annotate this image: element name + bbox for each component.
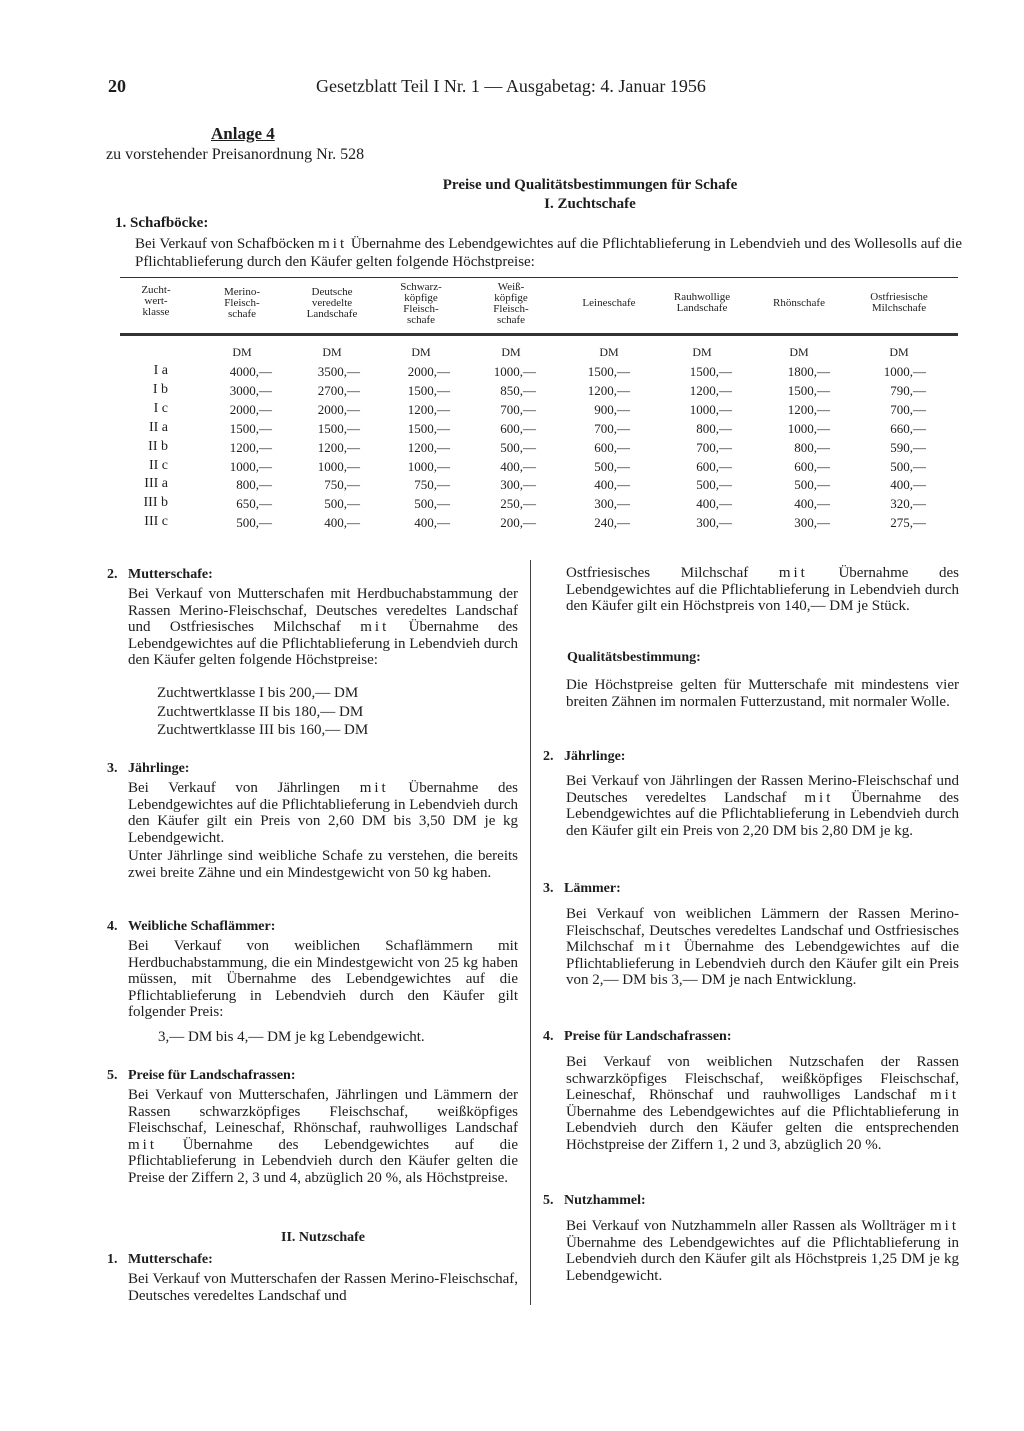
table-column-header: Rhönschafe	[773, 297, 825, 309]
intro-text-b: Übernahme des Lebendgewichtes auf die Pflichtablieferung in Lebendvieh und des Wollesolls auf die Pflichtablieferung durch den Käufer gelten folgende Höchstpreise:	[135, 236, 962, 270]
table-cell-price: 500,—	[594, 458, 630, 474]
text-spaced: mit	[360, 619, 390, 636]
table-cell-price: 900,—	[594, 401, 630, 417]
schaflaemmer-price: 3,— DM bis 4,— DM je kg Lebendgewicht.	[158, 1029, 425, 1045]
table-cell-price: 600,—	[794, 458, 830, 474]
text-a: Bei Verkauf von Jährlingen	[128, 780, 360, 796]
table-cell-price: 1000,—	[493, 364, 536, 379]
table-cell-price: 2700,—	[317, 382, 360, 398]
zuchtwertklasse-line: Zuchtwertklasse I bis 200,— DM	[157, 685, 359, 701]
section-heading-landschafrassen	[107, 1068, 295, 1084]
text-spaced: mit	[644, 939, 674, 956]
table-column-header: Weiß- köpfige Fleisch- schafe	[493, 281, 529, 326]
section-heading-jaehrlinge	[107, 761, 189, 777]
page-header	[108, 76, 768, 97]
laemmer-text	[566, 906, 959, 989]
intro-text-a: Bei Verkauf von Schafböcken	[135, 236, 319, 252]
table-row	[120, 439, 958, 457]
text-spaced: mit	[128, 1136, 158, 1153]
section-title-zuchtschafe: I. Zuchtschafe	[544, 196, 636, 212]
table-cell-price: 1500,—	[787, 382, 830, 398]
table-cell-price: 240,—	[594, 515, 630, 531]
text-spaced: mit	[359, 780, 389, 796]
section-heading-text: Mutterschafe:	[128, 567, 213, 582]
section-heading-nutzhammel	[543, 1193, 646, 1209]
table-cell-price: 275,—	[890, 515, 926, 531]
table-cell-price: 1500,—	[689, 364, 732, 379]
section-heading-mutterschafe	[107, 567, 213, 583]
table-top-rule	[120, 277, 958, 278]
table-cell-price: 800,—	[794, 439, 830, 455]
table-column-header: Merino- Fleisch- schafe	[223, 286, 261, 320]
table-cell-price: 400,—	[890, 477, 926, 493]
table-cell-price: 1500,—	[317, 420, 360, 436]
nutzhammel-text	[566, 1218, 959, 1284]
table-row	[120, 363, 958, 381]
table-cell-price: 400,—	[414, 515, 450, 531]
section-number: 4.	[543, 1029, 554, 1044]
table-cell-price: 4000,—	[229, 364, 272, 379]
table-cell-price: 500,—	[890, 458, 926, 474]
jaehrlinge-definition: Unter Jährlinge sind weibliche Schafe zu verstehen, die bereits zwei breite Zähne und ein Mindestgewicht von 50 kg haben.	[128, 848, 518, 881]
section-number: 1.	[115, 215, 127, 231]
text-b: Übernahme des Lebendgewichtes auf die Pflichtablieferung in Lebendvieh durch den Käufer gilt ein Höchstpreis von 140,— DM je Stück.	[566, 565, 959, 615]
nutz-jaehrlinge-text	[566, 773, 959, 839]
section-title-nutzschafe: II. Nutzschafe	[281, 1230, 365, 1245]
table-cell-class: I b	[152, 381, 168, 397]
section-heading-schaflaemmer	[107, 919, 275, 935]
table-cell-price: 1000,—	[317, 458, 360, 474]
table-cell-price: 300,—	[500, 477, 536, 493]
table-cell-price: 320,—	[890, 496, 926, 512]
section-heading-text: Preise für Landschafrassen:	[128, 1068, 296, 1083]
column-divider	[530, 560, 531, 1305]
table-cell-price: 1500,—	[229, 420, 272, 436]
price-table	[120, 282, 958, 552]
table-cell-price: 1500,—	[407, 420, 450, 436]
table-cell-price: 1200,—	[229, 439, 272, 455]
table-row	[120, 476, 958, 494]
section-number: 2.	[107, 567, 118, 582]
table-cell-price: 590,—	[890, 439, 926, 455]
table-cell-price: 300,—	[696, 515, 732, 531]
section-heading-text: Mutterschafe:	[128, 1252, 213, 1267]
table-cell-price: 800,—	[696, 420, 732, 436]
text-b: Übernahme des Lebendgewichtes auf die Pflichtablieferung in Lebendvieh durch den Käufer gilt ein Preis von 2,— DM bis 3,— DM je nach Entwicklung.	[566, 939, 959, 989]
table-row	[120, 420, 958, 438]
table-cell-price: 400,—	[500, 458, 536, 474]
text-a: Bei Verkauf von Nutzhammeln aller Rassen als Wollträger	[566, 1218, 930, 1234]
table-unit-label: DM	[599, 345, 619, 359]
table-cell-price: 400,—	[696, 496, 732, 512]
table-cell-class: I c	[153, 400, 168, 416]
table-row	[120, 458, 958, 476]
table-cell-price: 850,—	[500, 382, 536, 398]
table-cell-price: 200,—	[500, 515, 536, 531]
table-unit-label: DM	[501, 345, 521, 359]
section-heading-text: Jährlinge:	[564, 749, 626, 764]
table-cell-price: 2000,—	[407, 364, 450, 379]
table-cell-price: 500,—	[414, 496, 450, 512]
page-number: 20	[108, 76, 126, 96]
table-cell-price: 1000,—	[689, 401, 732, 417]
jaehrlinge-text	[128, 780, 518, 846]
section-number: 3.	[543, 881, 554, 896]
table-cell-price: 500,—	[794, 477, 830, 493]
table-unit-label: DM	[322, 345, 342, 359]
table-cell-price: 1000,—	[407, 458, 450, 474]
text-a: Bei Verkauf von weiblichen Lämmern der Rassen Merino-Fleischschaf, Deutsches veredeltes Landschaf und Ostfriesisches Milchschaf	[566, 906, 959, 956]
text-b: Übernahme des Lebendgewichtes auf die Pflichtablieferung in Lebendvieh durch den Käufer gelten die Preise der Ziffern 2, 3 und 4, abzüglich 20 %, als Höchstpreise.	[128, 1136, 518, 1186]
table-cell-price: 1200,—	[317, 439, 360, 455]
table-cell-price: 300,—	[794, 515, 830, 531]
table-cell-price: 500,—	[500, 439, 536, 455]
section-number: 5.	[107, 1068, 118, 1083]
text-b: Übernahme des Lebendgewichtes auf die Pflichtablieferung in Lebendvieh durch den Käufer gelten die entsprechenden Höchstpreise der Ziffern 1, 2 und 3, abzüglich 20 %.	[566, 1103, 959, 1153]
table-unit-label: DM	[889, 345, 909, 359]
table-cell-price: 1200,—	[787, 401, 830, 417]
table-cell-price: 1200,—	[407, 439, 450, 455]
table-cell-class: I a	[153, 363, 168, 378]
text-a: Bei Verkauf von Mutterschafen, Jährlingen und Lämmern der Rassen schwarzköpfiges Fleischschaf, weißköpfiges Fleischschaf, Leineschaf, Rhönschaf, rauhwolliges Landschaf	[128, 1087, 518, 1137]
text-spaced: mit	[929, 1087, 959, 1104]
table-cell-price: 650,—	[236, 496, 272, 512]
table-cell-price: 700,—	[890, 401, 926, 417]
table-cell-price: 700,—	[500, 401, 536, 417]
table-cell-price: 250,—	[500, 496, 536, 512]
text-spaced: mit	[804, 789, 834, 806]
section-heading-nutz-jaehrlinge	[543, 749, 625, 765]
table-column-header: Schwarz- köpfige Fleisch- schafe	[400, 281, 442, 326]
table-cell-price: 1200,—	[407, 401, 450, 417]
text-spaced: mit	[929, 1218, 959, 1234]
section-heading-text: Schafböcke:	[130, 215, 209, 231]
table-cell-price: 750,—	[324, 477, 360, 493]
intro-text-spaced: mit	[318, 236, 348, 252]
table-row	[120, 495, 958, 513]
text-b: Übernahme des Lebendgewichtes auf die Pflichtablieferung in Lebendvieh durch den Käufer gilt als Höchstpreis 1,25 DM je kg Lebendgewicht.	[566, 1234, 959, 1284]
table-cell-price: 500,—	[696, 477, 732, 493]
section-heading-text: Lämmer:	[564, 881, 621, 896]
table-cell-class: III c	[144, 514, 168, 530]
table-unit-label: DM	[232, 345, 252, 359]
table-cell-price: 600,—	[696, 458, 732, 474]
section-heading-text: Weibliche Schaflämmer:	[128, 919, 276, 934]
zuchtwertklasse-line: Zuchtwertklasse III bis 160,— DM	[157, 722, 369, 738]
table-row	[120, 382, 958, 400]
section-number: 3.	[107, 761, 118, 776]
table-column-header: Ostfriesische Milchschafe	[870, 291, 928, 314]
text-b: Übernahme des Lebendgewichtes auf die Pflichtablieferung in Lebendvieh durch den Käufer gilt ein Preis von 2,20 DM bis 2,80 DM je kg.	[566, 789, 959, 839]
table-column-header: Deutsche veredelte Landschafe	[306, 286, 358, 320]
text-a: Ostfriesisches Milchschaf	[566, 565, 779, 581]
section-intro-text	[135, 235, 962, 271]
table-row	[120, 514, 958, 532]
section-heading-laemmer	[543, 881, 621, 897]
table-cell-price: 2000,—	[317, 401, 360, 417]
table-cell-class: II c	[148, 457, 168, 473]
table-unit-label: DM	[692, 345, 712, 359]
nutz-landschafrassen-text	[566, 1054, 959, 1154]
table-cell-price: 600,—	[594, 439, 630, 455]
table-cell-price: 3500,—	[317, 364, 360, 379]
table-unit-label: DM	[789, 345, 809, 359]
table-cell-price: 500,—	[324, 496, 360, 512]
gazette-title: Gesetzblatt Teil I Nr. 1 — Ausgabetag: 4. Januar 1956	[316, 76, 706, 96]
table-cell-price: 400,—	[594, 477, 630, 493]
section-heading-text: Jährlinge:	[128, 761, 190, 776]
text-a: Bei Verkauf von Mutterschafen mit Herdbuchabstammung der Rassen Merino-Fleischschaf, Deutsches veredeltes Landschaf und Ostfriesisches Milchschaf	[128, 586, 518, 636]
annex-reference: zu vorstehender Preisanordnung Nr. 528	[106, 146, 365, 163]
section-number: 1.	[107, 1252, 118, 1267]
table-cell-price: 700,—	[594, 420, 630, 436]
section-heading-text: Preise für Landschafrassen:	[564, 1029, 732, 1044]
text-a: Bei Verkauf von weiblichen Nutzschafen der Rassen schwarzköpfiges Fleischschaf, weißköpfiges Fleischschaf, Leineschaf, Rhönschaf und rauhwolliges Landschaf	[566, 1054, 959, 1104]
table-row	[120, 401, 958, 419]
section-number: 4.	[107, 919, 118, 934]
quality-heading: Qualitätsbestimmung:	[567, 650, 701, 665]
text-spaced: mit	[778, 565, 808, 581]
document-title: Preise und Qualitätsbestimmungen für Schafe	[442, 177, 738, 193]
section-heading-schafboecke	[115, 215, 208, 232]
text-b: Übernahme des Lebendgewichtes auf die Pflichtablieferung in Lebendvieh durch den Käufer gilt ein Preis von 2,60 DM bis 3,50 DM je kg Lebendgewicht.	[128, 780, 518, 846]
section-heading-nutz-mutterschafe	[107, 1252, 213, 1268]
table-cell-price: 800,—	[236, 477, 272, 493]
schaflaemmer-text: Bei Verkauf von weiblichen Schaflämmern mit Herdbuchabstammung, die ein Mindestgewicht von 25 kg haben müssen, mit Übernahme des Lebendgewichtes auf die Pflichtablieferung in Lebendvieh durch den Käufer gilt folgender Preis:	[128, 938, 518, 1021]
table-cell-price: 700,—	[696, 439, 732, 455]
zuchtwertklasse-line: Zuchtwertklasse II bis 180,— DM	[157, 704, 364, 720]
landschafrassen-text	[128, 1087, 518, 1187]
text-a: Bei Verkauf von Jährlingen der Rassen Merino-Fleischschaf und Deutsches veredeltes Landschaf	[566, 773, 959, 806]
table-cell-price: 1800,—	[787, 364, 830, 379]
table-cell-price: 3000,—	[229, 382, 272, 398]
table-cell-price: 1500,—	[587, 364, 630, 379]
table-cell-price: 1200,—	[587, 382, 630, 398]
table-cell-price: 750,—	[414, 477, 450, 493]
table-column-header: Zucht- wert- klasse	[141, 284, 171, 318]
table-cell-price: 500,—	[236, 515, 272, 531]
table-cell-price: 400,—	[794, 496, 830, 512]
table-cell-price: 790,—	[890, 382, 926, 398]
table-cell-price: 300,—	[594, 496, 630, 512]
table-cell-class: II a	[148, 419, 168, 435]
table-column-header: Rauhwollige Landschafe	[673, 291, 731, 314]
table-cell-price: 600,—	[500, 420, 536, 436]
table-cell-price: 2000,—	[229, 401, 272, 417]
mutterschafe-text	[128, 586, 518, 669]
table-cell-price: 1000,—	[229, 458, 272, 474]
table-cell-price: 1200,—	[689, 382, 732, 398]
table-cell-price: 1000,—	[883, 364, 926, 379]
nutz-mutterschafe-text: Bei Verkauf von Mutterschafen der Rassen Merino-Fleischschaf, Deutsches veredeltes Landschaf und	[128, 1271, 518, 1304]
section-number: 2.	[543, 749, 554, 764]
annex-label: Anlage 4	[211, 124, 275, 143]
table-column-header: Leineschafe	[582, 297, 636, 309]
table-cell-class: II b	[148, 438, 168, 454]
text-b: Übernahme des Lebendgewichtes auf die Pflichtablieferung in Lebendvieh durch den Käufer gelten folgende Höchstpreise:	[128, 619, 518, 669]
section-heading-text: Nutzhammel:	[564, 1193, 646, 1208]
quality-text: Die Höchstpreise gelten für Mutterschafe mit mindestens vier breiten Zähnen im normalen Futterzustand, mit normaler Wolle.	[566, 677, 959, 710]
section-number: 5.	[543, 1193, 554, 1208]
table-cell-class: III a	[144, 476, 168, 492]
table-cell-price: 1500,—	[407, 382, 450, 398]
table-unit-label: DM	[411, 345, 431, 359]
table-cell-price: 1000,—	[787, 420, 830, 436]
table-cell-price: 660,—	[890, 420, 926, 436]
section-heading-nutz-landschafrassen	[543, 1029, 731, 1045]
nutz-mutterschafe-continuation	[566, 565, 959, 615]
table-cell-class: III b	[143, 495, 168, 511]
table-cell-price: 400,—	[324, 515, 360, 531]
